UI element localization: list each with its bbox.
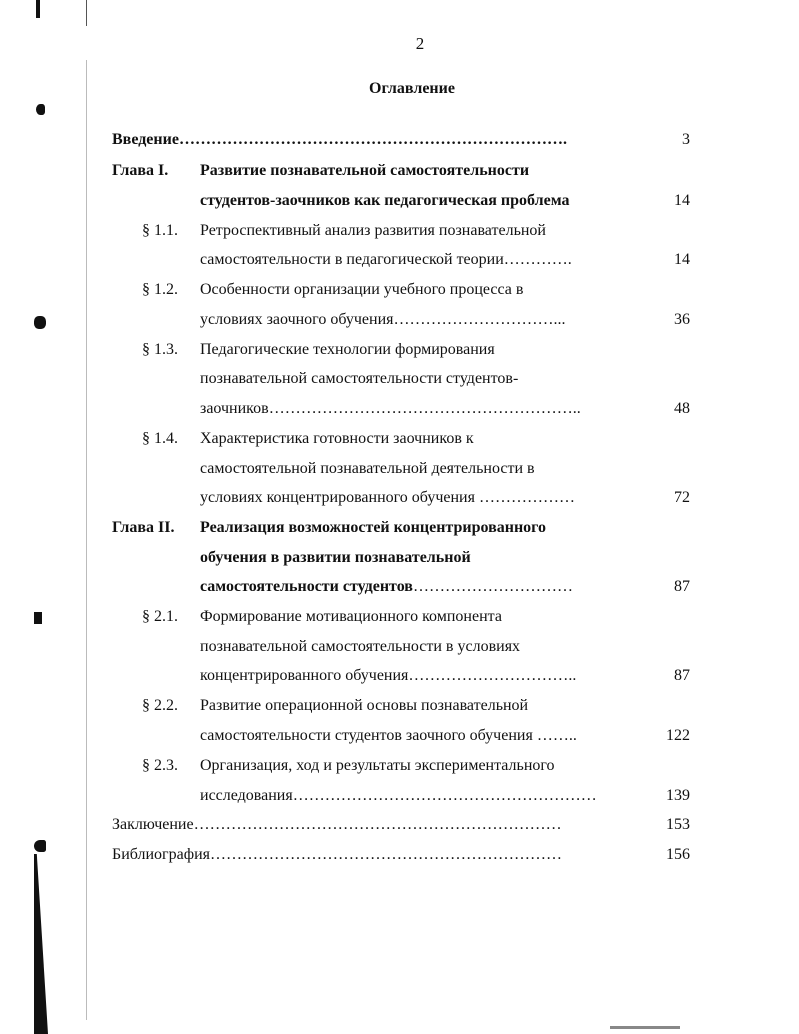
toc-entry-text: Ретроспективный анализ развития познавательной bbox=[200, 222, 546, 239]
toc-entry-text: Введение………………………………………………………………. bbox=[112, 131, 567, 148]
toc-entry-page: 122 bbox=[666, 727, 690, 744]
toc-entry-text: самостоятельности в педагогической теории…………. bbox=[200, 251, 572, 268]
toc-entry-text: заочников………………………………………………….. bbox=[200, 400, 581, 417]
toc-entry-page: 139 bbox=[666, 787, 690, 804]
toc-entry-page: 156 bbox=[666, 846, 690, 863]
toc-entry-label: § 1.1. bbox=[142, 222, 178, 239]
toc-entry-text: познавательной самостоятельности в условиях bbox=[200, 638, 521, 655]
toc-entry-label: § 2.1. bbox=[142, 608, 178, 625]
toc-entry-section-2-2-cont bbox=[0, 721, 799, 751]
toc-entry-text: Развитие познавательной самостоятельности bbox=[200, 162, 530, 179]
toc-entry-chapter-1 bbox=[0, 156, 799, 186]
toc-entry-text: Организация, ход и результаты экспериментального bbox=[200, 757, 555, 774]
toc-entry-label: § 1.4. bbox=[142, 430, 178, 447]
toc-entry-chapter-2 bbox=[0, 513, 799, 543]
toc-entry-text: самостоятельной познавательной деятельности в bbox=[200, 460, 535, 477]
toc-entry-chapter-2-cont bbox=[0, 543, 799, 573]
toc-entry-introduction bbox=[0, 125, 799, 155]
toc-entry-text: познавательной самостоятельности студентов- bbox=[200, 370, 519, 387]
toc-title: Оглавление bbox=[369, 80, 455, 97]
toc-entry-section-1-4-cont bbox=[0, 483, 799, 513]
toc-entry-section-2-1 bbox=[0, 602, 799, 632]
toc-entry-page: 14 bbox=[674, 192, 690, 209]
toc-entry-text: условиях заочного обучения…………………………... bbox=[200, 311, 566, 328]
toc-entry-label: § 2.3. bbox=[142, 757, 178, 774]
toc-entry-text: самостоятельности студентов заочного обучения …….. bbox=[200, 727, 577, 744]
toc-entry-text: Библиография………………………………………………………… bbox=[112, 846, 562, 863]
toc-entry-section-1-2-cont bbox=[0, 305, 799, 335]
toc-entry-page: 87 bbox=[674, 578, 690, 595]
toc-entry-text: Реализация возможностей концентрированного bbox=[200, 519, 547, 536]
toc-entry-section-1-3-cont bbox=[0, 364, 799, 394]
toc-entry-label: § 1.2. bbox=[142, 281, 178, 298]
toc-entry-section-1-2 bbox=[0, 275, 799, 305]
toc-entry-text: обучения в развитии познавательной bbox=[200, 549, 471, 566]
toc-entry-label: § 1.3. bbox=[142, 341, 178, 358]
toc-entry-section-2-3-cont bbox=[0, 781, 799, 811]
toc-entry-text: студентов-заочников как педагогическая проблема bbox=[200, 192, 570, 209]
toc-entry-text: Развитие операционной основы познавательной bbox=[200, 697, 529, 714]
toc-entry-page: 153 bbox=[666, 816, 690, 833]
toc-entry-section-2-2 bbox=[0, 691, 799, 721]
toc-entry-text: условиях концентрированного обучения ……………… bbox=[200, 489, 575, 506]
toc-entry-text: концентрированного обучения………………………….. bbox=[200, 667, 577, 684]
toc-entry-text: Педагогические технологии формирования bbox=[200, 341, 495, 358]
toc-entry-conclusion bbox=[0, 810, 799, 840]
toc-entry-text: самостоятельности студентов………………………… bbox=[200, 578, 573, 595]
toc-entry-page: 48 bbox=[674, 400, 690, 417]
toc-entry-section-1-4-cont bbox=[0, 454, 799, 484]
toc-entry-text: Заключение…………………………………………………………… bbox=[112, 816, 562, 833]
toc-entry-text: Особенности организации учебного процесса в bbox=[200, 281, 524, 298]
toc-entry-bibliography bbox=[0, 840, 799, 870]
toc-entry-page: 87 bbox=[674, 667, 690, 684]
toc-entry-label: Глава I. bbox=[112, 162, 169, 179]
toc-entry-label: § 2.2. bbox=[142, 697, 178, 714]
toc-entry-chapter-2-cont bbox=[0, 572, 799, 602]
page-number: 2 bbox=[415, 34, 425, 53]
toc-entry-section-1-4 bbox=[0, 424, 799, 454]
toc-entry-page: 3 bbox=[682, 131, 690, 148]
toc-entry-section-2-1-cont bbox=[0, 632, 799, 662]
toc-entry-section-1-3 bbox=[0, 335, 799, 365]
toc-entry-chapter-1-cont bbox=[0, 186, 799, 216]
toc-entry-section-1-3-cont bbox=[0, 394, 799, 424]
toc-entry-label: Глава II. bbox=[112, 519, 175, 536]
toc-entry-text: Формирование мотивационного компонента bbox=[200, 608, 502, 625]
toc-entry-page: 72 bbox=[674, 489, 690, 506]
toc-entry-section-1-1-cont bbox=[0, 245, 799, 275]
toc-entry-text: исследования………………………………………………… bbox=[200, 787, 597, 804]
toc-entry-section-1-1 bbox=[0, 216, 799, 246]
toc-entry-page: 14 bbox=[674, 251, 690, 268]
toc-entry-section-2-3 bbox=[0, 751, 799, 781]
toc-entry-section-2-1-cont bbox=[0, 661, 799, 691]
toc-entry-text: Характеристика готовности заочников к bbox=[200, 430, 474, 447]
toc-entry-page: 36 bbox=[674, 311, 690, 328]
